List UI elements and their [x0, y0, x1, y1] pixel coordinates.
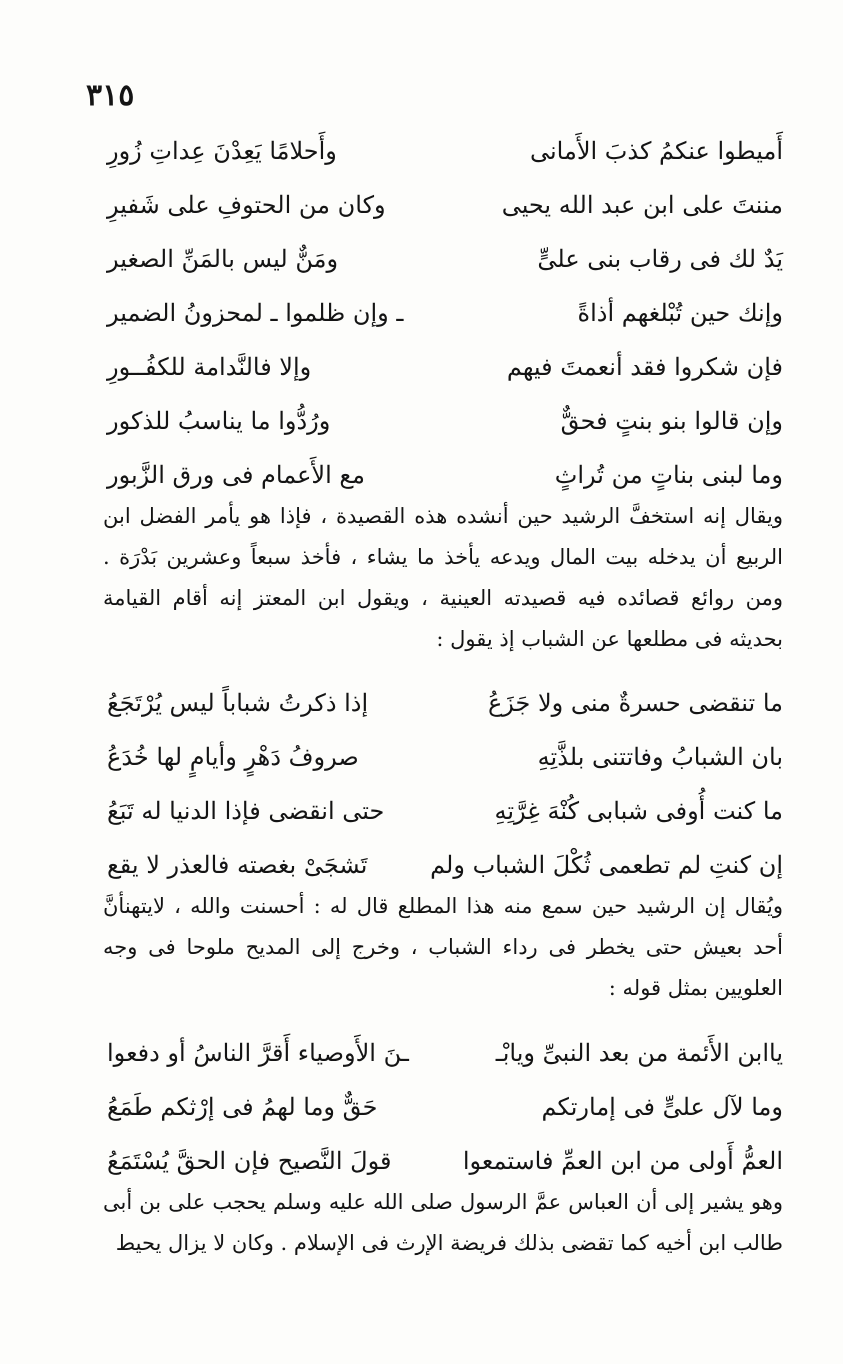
first-hemistich: وإنك حين تُبْلغهم أذاةً: [577, 299, 783, 327]
verse-line: [107, 730, 783, 784]
page-number: ٣١٥: [86, 78, 135, 113]
verse-line: [107, 178, 783, 232]
second-hemistich: ورُدُّوا ما يناسبُ للذكور: [107, 407, 331, 435]
first-hemistich: وما لبنى بناتٍ من تُراثٍ: [554, 461, 783, 489]
first-hemistich: إن كنتِ لم تطعمى ثُكْلَ الشباب ولم: [430, 851, 783, 879]
prose-paragraph-3: [103, 1182, 783, 1264]
first-hemistich: يَدٌ لك فى رقاب بنى علىٍّ: [537, 245, 783, 273]
first-hemistich: ياابن الأَئمة من بعد النبىِّ ويابْـ: [495, 1039, 783, 1067]
second-hemistich: تَشجَىْ بغصته فالعذر لا يقع: [107, 851, 368, 879]
verse-line: [107, 1026, 783, 1080]
second-hemistich: وكان من الحتوفِ على شَفيرِ: [107, 191, 386, 219]
first-hemistich: بان الشبابُ وفاتتنى بلذَّتِهِ: [537, 743, 783, 771]
second-hemistich: ومَنٌّ ليس بالمَنِّ الصغير: [107, 245, 339, 273]
first-hemistich: وما لآل علىٍّ فى إمارتكم: [541, 1093, 783, 1121]
first-hemistich: ما تنقضى حسرةٌ منى ولا جَزَعُ: [487, 689, 783, 717]
second-hemistich: حَقٌّ وما لهمُ فى إرْثكم طَمَعُ: [107, 1093, 378, 1121]
verse-line: [107, 124, 783, 178]
second-hemistich: مع الأَعمام فى ورق الزَّبور: [107, 461, 366, 489]
second-hemistich: قولَ النَّصيح فإن الحقَّ يُسْتَمَعُ: [107, 1147, 392, 1175]
verse-line: [107, 340, 783, 394]
first-hemistich: مننتَ على ابن عبد الله يحيى: [501, 191, 783, 219]
paragraph-text: ويقال إنه استخفَّ الرشيد حين أنشده هذه القصيدة ، فإذا هو يأمر الفضل ابن الربيع أن يدخله بيت المال ويدعه يأخذ ما يشاء ، فأخذ سبعاً وعشرين بَدْرَة . ومن روائع قصائده فيه قصيدته العينية ، ويقول ابن المعتز إنه أقام القيامة بحديثه فى مطلعها عن الشباب إذ يقول :: [103, 504, 783, 651]
verse-line: [107, 448, 783, 502]
second-hemistich: وأَحلامًا يَعِدْنَ عِداتِ زُورِ: [107, 137, 337, 165]
verse-line: [107, 232, 783, 286]
paragraph-text: وهو يشير إلى أن العباس عمَّ الرسول صلى الله عليه وسلم يحجب على بن أبى طالب ابن أخيه كما تقضى بذلك فريضة الإرث فى الإسلام . وكان لا يزال يحيط: [103, 1190, 783, 1255]
prose-paragraph-1: [103, 496, 783, 660]
second-hemistich: ـ وإن ظلموا ـ لمحزونُ الضمير: [107, 299, 404, 327]
poem-2: [107, 676, 783, 892]
paragraph-text: ويُقال إن الرشيد حين سمع منه هذا المطلع قال له : أحسنت والله ، لايتهنأنَّ أحد بعيش حتى يخطر فى رداء الشباب ، وخرج إلى المديح ملوحا فى وجه العلويين بمثل قوله :: [103, 894, 783, 1000]
first-hemistich: فإن شكروا فقد أنعمتَ فيهم: [506, 353, 783, 381]
verse-line: [107, 1080, 783, 1134]
verse-line: [107, 1134, 783, 1188]
prose-paragraph-2: [103, 886, 783, 1009]
verse-line: [107, 838, 783, 892]
second-hemistich: حتى انقضى فإذا الدنيا له تَبَعُ: [107, 797, 385, 825]
first-hemistich: ما كنت أُوفى شبابى كُنْهَ غِرَّتِهِ: [494, 797, 783, 825]
first-hemistich: العمُّ أَولى من ابن العمِّ فاستمعوا: [462, 1147, 783, 1175]
second-hemistich: صروفُ دَهْرٍ وأيامٍ لها خُدَعُ: [107, 743, 359, 771]
first-hemistich: أَميطوا عنكمُ كذبَ الأَمانى: [529, 137, 783, 165]
second-hemistich: وإلا فالنَّدامة للكفُــورِ: [107, 353, 312, 381]
verse-line: [107, 676, 783, 730]
poem-1: [107, 124, 783, 502]
second-hemistich: ـنَ الأَوصياء أَقرَّ الناسُ أو دفعوا: [107, 1039, 409, 1067]
verse-line: [107, 784, 783, 838]
second-hemistich: إذا ذكرتُ شباباً ليس يُرْتَجَعُ: [107, 689, 369, 717]
poem-3: [107, 1026, 783, 1188]
first-hemistich: وإن قالوا بنو بنتٍ فحقٌّ: [560, 407, 783, 435]
verse-line: [107, 286, 783, 340]
verse-line: [107, 394, 783, 448]
